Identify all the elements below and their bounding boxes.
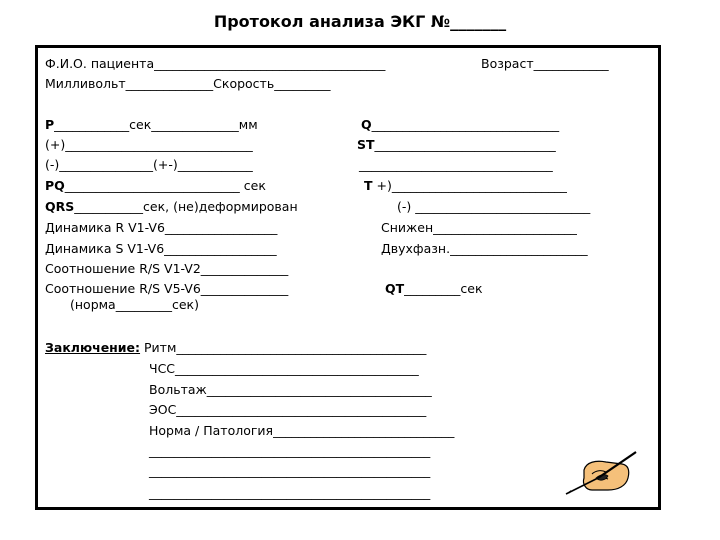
st-extra-field[interactable]: _______________________________ (359, 157, 553, 172)
ratio-v5-v6-field[interactable]: Соотношение R/S V5-V6______________ (45, 281, 289, 296)
hand-writing-pen-icon (562, 448, 642, 498)
qt-field[interactable] (385, 281, 483, 297)
qrs-field[interactable] (45, 199, 298, 215)
page-title: Протокол анализа ЭКГ №_______ (213, 12, 507, 31)
p-minus-field[interactable]: (-)_______________(+-)____________ (45, 157, 253, 172)
t-minus-field[interactable]: (-) ____________________________ (397, 199, 591, 214)
st-lowered-field[interactable]: Снижен_______________________ (381, 220, 577, 235)
pq-field[interactable] (45, 178, 266, 194)
st-label: ST (357, 137, 375, 152)
norma-field[interactable]: (норма_________сек) (70, 297, 199, 312)
p-label: P (45, 117, 55, 132)
ratio-v1-v2-field[interactable]: Соотношение R/S V1-V2______________ (45, 261, 289, 276)
dynamics-s-field[interactable]: Динамика S V1-V6__________________ (45, 241, 277, 256)
patient-name-field[interactable]: Ф.И.О. пациента_____________________________________ (45, 56, 386, 71)
eos-field[interactable]: ЭОС________________________________________ (149, 402, 427, 417)
dynamics-r-field[interactable]: Динамика R V1-V6__________________ (45, 220, 278, 235)
conclusion-blank-line-1[interactable]: _____________________________________________ (149, 443, 431, 458)
qrs-rest: ___________сек, (не)деформирован (74, 199, 298, 214)
heart-rate-field[interactable]: ЧСС_______________________________________ (149, 361, 419, 376)
p-plus-field[interactable]: (+)______________________________ (45, 137, 253, 152)
conclusion-label: Заключение: (45, 340, 141, 355)
t-label: T (364, 178, 373, 193)
q-rest: ______________________________ (371, 117, 560, 132)
age-field[interactable]: Возраст____________ (481, 56, 609, 71)
q-wave-field[interactable] (361, 117, 559, 133)
pq-label: PQ (45, 178, 65, 193)
p-wave-field[interactable] (45, 117, 258, 133)
millivolt-speed-field[interactable]: Милливольт______________Скорость_________ (45, 76, 331, 91)
voltage-field[interactable]: Вольтаж____________________________________ (149, 382, 432, 397)
qrs-label: QRS (45, 199, 75, 214)
q-label: Q (361, 117, 372, 132)
conclusion-blank-line-3[interactable]: _____________________________________________ (149, 485, 431, 500)
rhythm-rest: Ритм________________________________________ (140, 340, 427, 355)
qt-label: QT (385, 281, 405, 296)
st-rest: _____________________________ (374, 137, 556, 152)
conclusion-blank-line-2[interactable]: _____________________________________________ (149, 463, 431, 478)
st-field[interactable] (357, 137, 556, 153)
rhythm-field[interactable] (45, 340, 426, 356)
t-rest: +)____________________________ (376, 178, 567, 193)
norm-pathology-field[interactable]: Норма / Патология_____________________________ (149, 423, 455, 438)
p-rest: ____________сек______________мм (54, 117, 258, 132)
qt-rest: _________сек (404, 281, 483, 296)
pq-rest: ____________________________ сек (64, 178, 266, 193)
form-frame (35, 45, 661, 510)
t-wave-field[interactable] (364, 178, 567, 194)
biphasic-field[interactable]: Двухфазн.______________________ (381, 241, 588, 256)
